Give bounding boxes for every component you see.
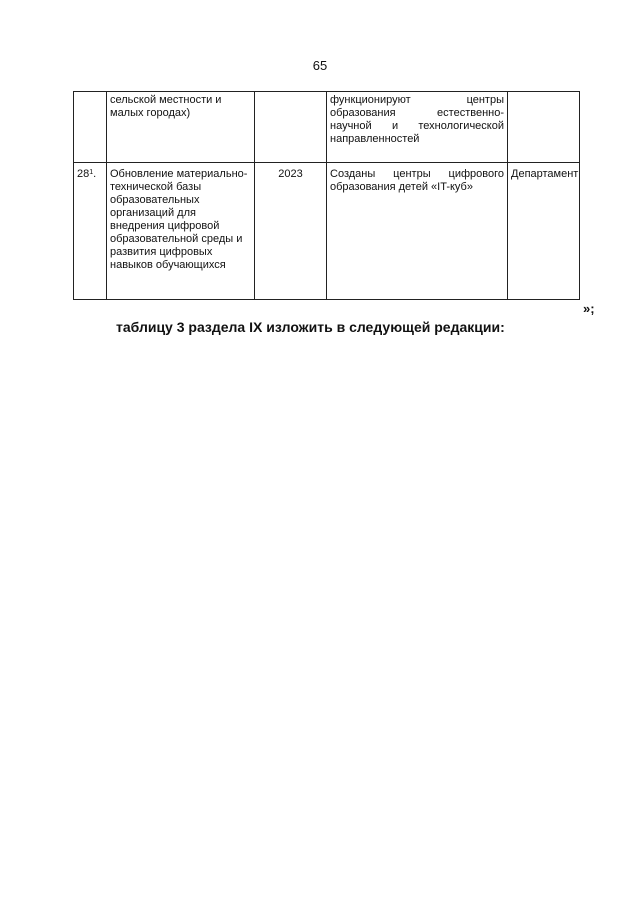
measure-name: Обновление материально-технической базы образовательных организаций для внедрения цифровой образовательной среды и развития цифровых навыков обучающихся (110, 168, 248, 271)
measure-name-cell (107, 92, 255, 163)
responsible-cell (508, 163, 580, 300)
row-number-cell (74, 163, 107, 300)
result-text: функционируют центры образования естественно-научной и технологической направленностей (330, 94, 504, 145)
table-row (74, 163, 580, 300)
row-number-superscript: 1 (89, 169, 94, 176)
year: 2023 (278, 168, 303, 180)
page-number: 65 (312, 58, 328, 73)
row-number: 28 (77, 168, 90, 180)
measure-name-cell (107, 163, 255, 300)
measure-name: сельской местности и малых городах) (110, 94, 222, 119)
result-cell (327, 163, 508, 300)
responsible: Департамент (511, 168, 579, 180)
program-measures-table (73, 91, 580, 300)
responsible-cell (508, 92, 580, 163)
table-row (74, 92, 580, 163)
instruction-text: таблицу 3 раздела IX изложить в следующей редакции: (116, 319, 505, 335)
year-cell (255, 92, 327, 163)
result-text: Созданы центры цифрового образования детей «IT-куб» (330, 168, 504, 193)
row-number-cell (74, 92, 107, 163)
closing-quote: »; (583, 301, 595, 316)
year-cell (255, 163, 327, 300)
result-cell (327, 92, 508, 163)
row-number-suffix: . (93, 168, 97, 180)
